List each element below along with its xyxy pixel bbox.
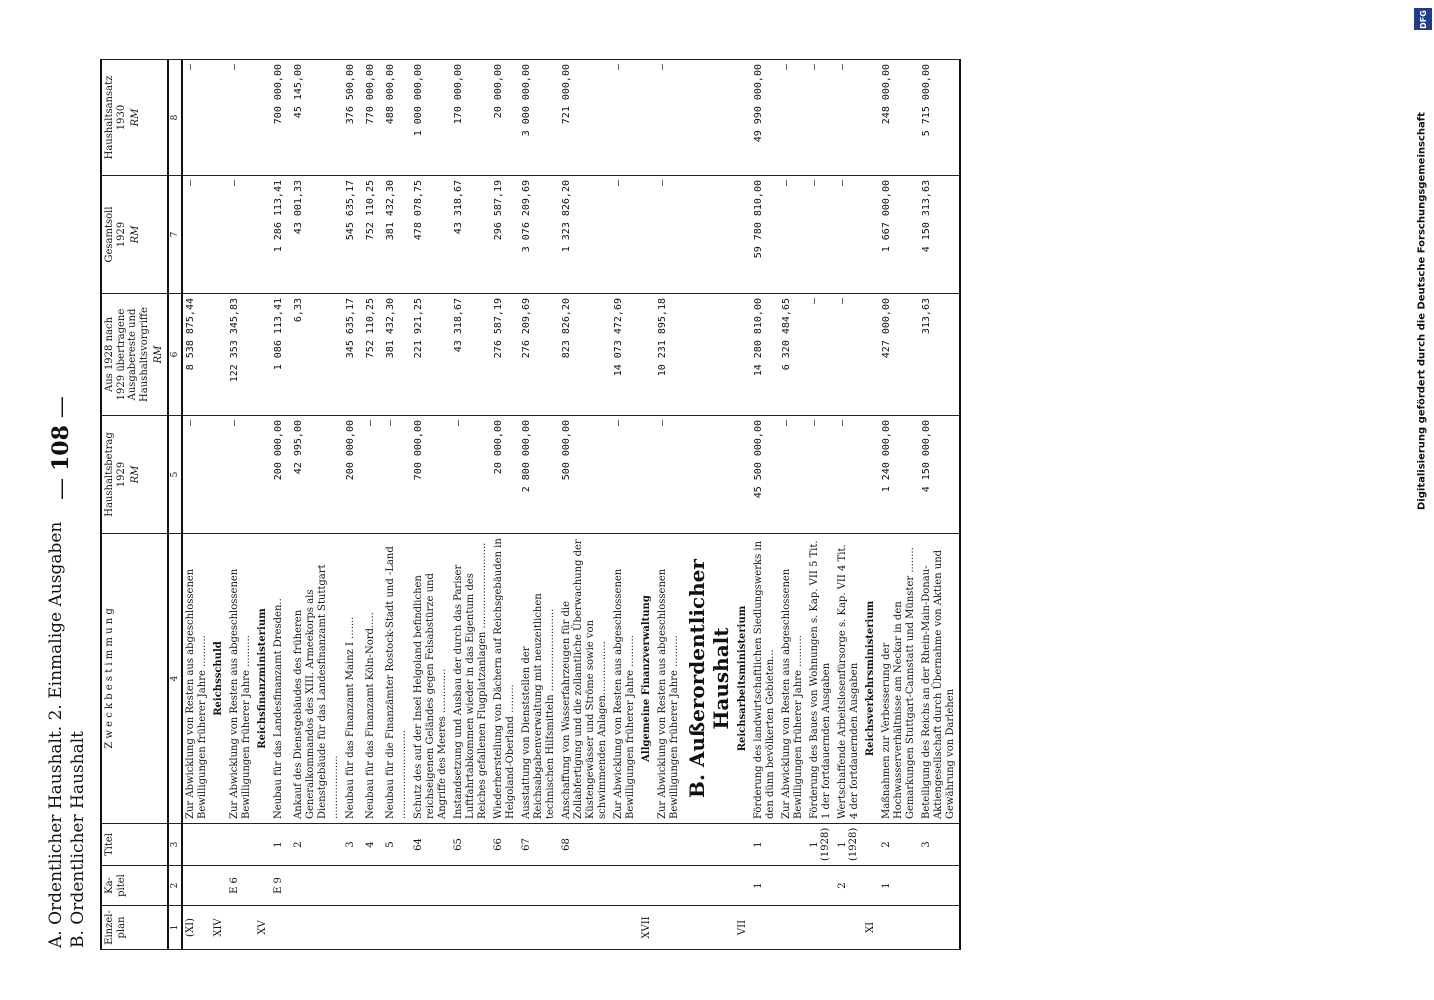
cell-ansatz-1930: — bbox=[807, 60, 835, 176]
cell-reste bbox=[683, 294, 735, 416]
cell-kapitel bbox=[519, 866, 559, 906]
cell-reste: 276 209,69 bbox=[519, 294, 559, 416]
col-header-reste-unit: RM bbox=[153, 345, 164, 364]
cell-gesamtsoll: 43 318,67 bbox=[451, 176, 491, 294]
cell-betrag-1929: — bbox=[363, 416, 383, 534]
cell-plan bbox=[519, 906, 559, 950]
table-row bbox=[451, 60, 491, 950]
cell-reste: 752 110,25 bbox=[363, 294, 383, 416]
cell-gesamtsoll: 296 587,19 bbox=[491, 176, 519, 294]
cell-betrag-1929: 700 000,00 bbox=[411, 416, 451, 534]
cell-betrag-1929: — bbox=[611, 416, 639, 534]
cell-zweck: Neubau für das Finanzamt Mainz I ....... bbox=[343, 534, 363, 824]
cell-titel: 1 (1928) bbox=[807, 824, 835, 866]
table-row bbox=[491, 60, 519, 950]
cell-reste: 221 921,25 bbox=[411, 294, 451, 416]
col-num: 5 bbox=[168, 416, 182, 534]
cell-betrag-1929: — bbox=[779, 416, 807, 534]
col-header-gesamtsoll bbox=[101, 176, 168, 294]
cell-reste: 6 320 484,65 bbox=[779, 294, 807, 416]
cell-gesamtsoll: 752 110,25 bbox=[363, 176, 383, 294]
cell-zweck: Zur Abwicklung von Resten aus abgeschlossenen Bewilligungen früherer Jahre .......... bbox=[779, 534, 807, 824]
column-number-row bbox=[168, 60, 182, 950]
cell-betrag-1929: — bbox=[227, 416, 255, 534]
cell-plan bbox=[383, 906, 411, 950]
cell-plan bbox=[291, 906, 343, 950]
cell-betrag-1929: — bbox=[383, 416, 411, 534]
cell-gesamtsoll bbox=[211, 176, 227, 294]
cell-gesamtsoll: 3 076 209,69 bbox=[519, 176, 559, 294]
cell-titel bbox=[227, 824, 255, 866]
cell-reste bbox=[735, 294, 751, 416]
cell-plan bbox=[491, 906, 519, 950]
table-row bbox=[182, 60, 211, 950]
cell-betrag-1929: — bbox=[655, 416, 683, 534]
cell-kapitel bbox=[863, 866, 879, 906]
table-row bbox=[519, 60, 559, 950]
cell-titel bbox=[611, 824, 639, 866]
cell-titel: 5 bbox=[383, 824, 411, 866]
col-header-titel bbox=[101, 824, 168, 866]
table-row bbox=[779, 60, 807, 950]
cell-reste bbox=[863, 294, 879, 416]
cell-reste bbox=[255, 294, 271, 416]
cell-kapitel bbox=[211, 866, 227, 906]
cell-titel: 4 bbox=[363, 824, 383, 866]
cell-plan: VII bbox=[735, 906, 751, 950]
col-header-titel-label: Titel bbox=[104, 833, 115, 857]
cell-kapitel: 2 bbox=[835, 866, 863, 906]
cell-ansatz-1930 bbox=[255, 60, 271, 176]
cell-plan bbox=[751, 906, 779, 950]
cell-titel: 68 bbox=[559, 824, 611, 866]
cell-ansatz-1930: — bbox=[655, 60, 683, 176]
cell-kapitel bbox=[363, 866, 383, 906]
cell-betrag-1929: — bbox=[835, 416, 863, 534]
cell-gesamtsoll: — bbox=[611, 176, 639, 294]
cell-betrag-1929: 4 150 000,00 bbox=[919, 416, 960, 534]
cell-plan bbox=[835, 906, 863, 950]
cell-betrag-1929 bbox=[211, 416, 227, 534]
cell-zweck: Reichsfinanzministerium bbox=[255, 534, 271, 824]
cell-gesamtsoll bbox=[735, 176, 751, 294]
cell-zweck: Maßnahmen zur Verbesserung der Hochwasserverhältnisse am Neckar in den Gemarkungen Stuttgart-Cannstatt und Münster ........ bbox=[879, 534, 919, 824]
table-row bbox=[383, 60, 411, 950]
cell-betrag-1929: 1 240 000,00 bbox=[879, 416, 919, 534]
col-num: 2 bbox=[168, 866, 182, 906]
cell-ansatz-1930: 170 000,00 bbox=[451, 60, 491, 176]
cell-gesamtsoll: — bbox=[835, 176, 863, 294]
cell-reste: 10 231 895,18 bbox=[655, 294, 683, 416]
cell-zweck: Zur Abwicklung von Resten aus abgeschlossenen Bewilligungen früherer Jahre .......... bbox=[182, 534, 211, 824]
col-num: 8 bbox=[168, 60, 182, 176]
cell-reste: 823 826,20 bbox=[559, 294, 611, 416]
cell-zweck: Ausstattung von Dienststellen der Reichsabgabenverwaltung mit neuzeitlichen technischen Hilfsmitteln .......................... bbox=[519, 534, 559, 824]
cell-reste: 6,33 bbox=[291, 294, 343, 416]
section-heading-row bbox=[255, 60, 271, 950]
cell-kapitel bbox=[559, 866, 611, 906]
cell-betrag-1929 bbox=[639, 416, 655, 534]
cell-titel: 2 bbox=[291, 824, 343, 866]
cell-betrag-1929: 200 000,00 bbox=[271, 416, 291, 534]
cell-titel bbox=[255, 824, 271, 866]
cell-plan bbox=[879, 906, 919, 950]
cell-betrag-1929 bbox=[735, 416, 751, 534]
table-row bbox=[271, 60, 291, 950]
cell-kapitel bbox=[919, 866, 960, 906]
col-num: 3 bbox=[168, 824, 182, 866]
cell-zweck: Zur Abwicklung von Resten aus abgeschlossenen Bewilligungen früherer Jahre .......... bbox=[655, 534, 683, 824]
col-header-ansatz-unit: RM bbox=[130, 108, 141, 127]
digitization-credit: Digitalisierung gefördert durch die Deutsche Forschungsgemeinschaft bbox=[1416, 112, 1428, 510]
cell-ansatz-1930: 20 000,00 bbox=[491, 60, 519, 176]
cell-plan bbox=[271, 906, 291, 950]
cell-ansatz-1930 bbox=[639, 60, 655, 176]
cell-gesamtsoll: 1 286 113,41 bbox=[271, 176, 291, 294]
cell-gesamtsoll: 545 635,17 bbox=[343, 176, 363, 294]
cell-gesamtsoll: 4 150 313,63 bbox=[919, 176, 960, 294]
col-header-zweck-label: Z w e c k b e s t i m m u n g bbox=[104, 608, 115, 749]
col-header-betrag-1929 bbox=[101, 416, 168, 534]
cell-ansatz-1930 bbox=[211, 60, 227, 176]
cell-betrag-1929: 45 500 000,00 bbox=[751, 416, 779, 534]
cell-plan bbox=[343, 906, 363, 950]
cell-plan bbox=[611, 906, 639, 950]
cell-zweck: Anschaffung von Wasserfahrzeugen für die Zollabfertigung und die zollamtliche Überwachung der Küstengewässer und Ströme sowie von schwimmenden Anlagen................. bbox=[559, 534, 611, 824]
cell-ansatz-1930: 700 000,00 bbox=[271, 60, 291, 176]
cell-betrag-1929: 20 000,00 bbox=[491, 416, 519, 534]
cell-ansatz-1930: 1 000 000,00 bbox=[411, 60, 451, 176]
cell-reste: 345 635,17 bbox=[343, 294, 363, 416]
table-row bbox=[919, 60, 960, 950]
cell-kapitel bbox=[291, 866, 343, 906]
cell-gesamtsoll: 43 001,33 bbox=[291, 176, 343, 294]
cell-ansatz-1930 bbox=[735, 60, 751, 176]
cell-kapitel bbox=[451, 866, 491, 906]
cell-betrag-1929: — bbox=[807, 416, 835, 534]
cell-ansatz-1930: — bbox=[182, 60, 211, 176]
cell-zweck: Förderung des landwirtschaftlichen Siedlungswerks in den dünn bevölkerten Gebieten... bbox=[751, 534, 779, 824]
cell-zweck: Förderung des Baues von Wohnungen s. Kap. VII 5 Tit. 1 der fortdauernden Ausgaben bbox=[807, 534, 835, 824]
cell-gesamtsoll bbox=[639, 176, 655, 294]
table-row bbox=[611, 60, 639, 950]
cell-kapitel bbox=[182, 866, 211, 906]
cell-titel bbox=[639, 824, 655, 866]
table-row bbox=[559, 60, 611, 950]
cell-plan bbox=[451, 906, 491, 950]
cell-ansatz-1930 bbox=[683, 60, 735, 176]
cell-titel bbox=[683, 824, 735, 866]
cell-kapitel bbox=[683, 866, 735, 906]
cell-zweck: Neubau für die Finanzämter Rostock-Stadt und -Land ............................ bbox=[383, 534, 411, 824]
cell-reste: 381 432,30 bbox=[383, 294, 411, 416]
cell-kapitel: E 9 bbox=[271, 866, 291, 906]
cell-gesamtsoll: — bbox=[655, 176, 683, 294]
cell-betrag-1929: 42 995,00 bbox=[291, 416, 343, 534]
cell-gesamtsoll: — bbox=[227, 176, 255, 294]
cell-titel: 65 bbox=[451, 824, 491, 866]
col-header-reste-label: Aus 1928 nach 1929 übertragene Ausgabereste und Haushaltsvorgriffe bbox=[104, 307, 150, 402]
budget-table-body bbox=[182, 60, 960, 950]
cell-gesamtsoll: — bbox=[779, 176, 807, 294]
cell-reste bbox=[639, 294, 655, 416]
cell-gesamtsoll: — bbox=[807, 176, 835, 294]
cell-reste: 313,63 bbox=[919, 294, 960, 416]
cell-reste bbox=[211, 294, 227, 416]
section-heading-row bbox=[211, 60, 227, 950]
col-header-gesamtsoll-label: Gesamtsoll 1929 bbox=[104, 206, 127, 263]
cell-titel: 1 bbox=[271, 824, 291, 866]
cell-titel: 3 bbox=[343, 824, 363, 866]
cell-gesamtsoll: 381 432,30 bbox=[383, 176, 411, 294]
col-header-kapitel-label: Ka- pitel bbox=[104, 874, 127, 897]
cell-ansatz-1930 bbox=[863, 60, 879, 176]
cell-titel bbox=[211, 824, 227, 866]
cell-zweck: Ankauf des Dienstgebäudes des früheren Generalkommandos des XIII. Armeekorps als Dienstgebäude für das Landesfinanzamt Stuttgart .................... bbox=[291, 534, 343, 824]
cell-reste: — bbox=[807, 294, 835, 416]
col-num: 6 bbox=[168, 294, 182, 416]
cell-titel bbox=[863, 824, 879, 866]
col-header-gesamtsoll-unit: RM bbox=[130, 225, 141, 244]
cell-plan bbox=[227, 906, 255, 950]
cell-kapitel bbox=[779, 866, 807, 906]
col-header-plan bbox=[101, 906, 168, 950]
cell-ansatz-1930: 488 000,00 bbox=[383, 60, 411, 176]
cell-titel bbox=[779, 824, 807, 866]
table-row bbox=[411, 60, 451, 950]
cell-kapitel bbox=[383, 866, 411, 906]
cell-gesamtsoll: — bbox=[182, 176, 211, 294]
cell-ansatz-1930: 3 000 000,00 bbox=[519, 60, 559, 176]
cell-titel: 2 bbox=[879, 824, 919, 866]
col-header-plan-label: Einzel- plan bbox=[104, 910, 127, 945]
cell-plan bbox=[655, 906, 683, 950]
cell-reste: 122 353 345,83 bbox=[227, 294, 255, 416]
section-caption-b: B. Ordentlicher Haushalt bbox=[68, 730, 88, 948]
cell-zweck: Reichsarbeitsministerium bbox=[735, 534, 751, 824]
cell-zweck: B. Außerordentlicher Haushalt bbox=[683, 534, 735, 824]
cell-betrag-1929: — bbox=[451, 416, 491, 534]
cell-reste: 14 073 472,69 bbox=[611, 294, 639, 416]
cell-gesamtsoll: 1 667 000,00 bbox=[879, 176, 919, 294]
cell-titel: 67 bbox=[519, 824, 559, 866]
cell-gesamtsoll bbox=[863, 176, 879, 294]
cell-zweck: Zur Abwicklung von Resten aus abgeschlossenen Bewilligungen früherer Jahre .......... bbox=[227, 534, 255, 824]
cell-plan bbox=[807, 906, 835, 950]
cell-plan: XV bbox=[255, 906, 271, 950]
cell-plan bbox=[559, 906, 611, 950]
cell-plan: XVII bbox=[639, 906, 655, 950]
cell-gesamtsoll: 478 078,75 bbox=[411, 176, 451, 294]
cell-kapitel: 1 bbox=[879, 866, 919, 906]
cell-zweck: Neubau für das Finanzamt Köln-Nord..... bbox=[363, 534, 383, 824]
cell-ansatz-1930: 721 000,00 bbox=[559, 60, 611, 176]
cell-reste: 427 000,00 bbox=[879, 294, 919, 416]
cell-plan: XIV bbox=[211, 906, 227, 950]
cell-zweck: Neubau für das Landesfinanzamt Dresden.. bbox=[271, 534, 291, 824]
cell-ansatz-1930: — bbox=[779, 60, 807, 176]
cell-zweck: Instandsetzung und Ausbau der durch das Pariser Luftfahrtabkommen wieder in das Eigentum des Reiches gefallenen Flugplatzanlagen ........................... bbox=[451, 534, 491, 824]
cell-ansatz-1930: 49 990 000,00 bbox=[751, 60, 779, 176]
table-row bbox=[879, 60, 919, 950]
cell-kapitel bbox=[491, 866, 519, 906]
cell-ansatz-1930: 376 500,00 bbox=[343, 60, 363, 176]
dfg-logo-icon bbox=[1414, 8, 1432, 30]
cell-plan bbox=[779, 906, 807, 950]
cell-betrag-1929: 2 800 000,00 bbox=[519, 416, 559, 534]
cell-gesamtsoll bbox=[255, 176, 271, 294]
cell-ansatz-1930: 45 145,00 bbox=[291, 60, 343, 176]
dfg-logo-text: DFG bbox=[1418, 9, 1428, 29]
cell-betrag-1929: 200 000,00 bbox=[343, 416, 363, 534]
cell-zweck: Reichsschuld bbox=[211, 534, 227, 824]
cell-kapitel bbox=[655, 866, 683, 906]
cell-plan bbox=[363, 906, 383, 950]
cell-gesamtsoll: 1 323 826,20 bbox=[559, 176, 611, 294]
cell-plan bbox=[411, 906, 451, 950]
cell-zweck: Wertschaffende Arbeitslosenfürsorge s. Kap. VII 4 Tit. 4 der fortdauernden Ausgaben bbox=[835, 534, 863, 824]
cell-plan bbox=[683, 906, 735, 950]
cell-plan bbox=[919, 906, 960, 950]
table-row bbox=[363, 60, 383, 950]
cell-ansatz-1930: 248 000,00 bbox=[879, 60, 919, 176]
major-section-heading bbox=[683, 60, 735, 950]
cell-betrag-1929 bbox=[863, 416, 879, 534]
cell-kapitel bbox=[807, 866, 835, 906]
cell-titel: 64 bbox=[411, 824, 451, 866]
cell-titel: 66 bbox=[491, 824, 519, 866]
cell-ansatz-1930: 770 000,00 bbox=[363, 60, 383, 176]
cell-ansatz-1930: — bbox=[835, 60, 863, 176]
col-num: 7 bbox=[168, 176, 182, 294]
cell-zweck: Allgemeine Finanzverwaltung bbox=[639, 534, 655, 824]
cell-kapitel bbox=[411, 866, 451, 906]
col-header-reste bbox=[101, 294, 168, 416]
cell-kapitel bbox=[611, 866, 639, 906]
cell-kapitel: E 6 bbox=[227, 866, 255, 906]
cell-reste: 8 538 875,44 bbox=[182, 294, 211, 416]
table-row bbox=[227, 60, 255, 950]
col-header-betrag-label: Haushaltsbetrag 1929 bbox=[104, 432, 127, 517]
col-header-ansatz-label: Haushaltsansatz 1930 bbox=[104, 75, 127, 160]
cell-reste: — bbox=[835, 294, 863, 416]
cell-kapitel bbox=[735, 866, 751, 906]
cell-zweck: Reichsverkehrsministerium bbox=[863, 534, 879, 824]
cell-gesamtsoll bbox=[683, 176, 735, 294]
col-header-zweck bbox=[101, 534, 168, 824]
table-row bbox=[807, 60, 835, 950]
cell-betrag-1929: 500 000,00 bbox=[559, 416, 611, 534]
cell-reste: 14 280 810,00 bbox=[751, 294, 779, 416]
cell-zweck: Zur Abwicklung von Resten aus abgeschlossenen Bewilligungen früherer Jahre .......... bbox=[611, 534, 639, 824]
cell-titel bbox=[735, 824, 751, 866]
cell-kapitel bbox=[255, 866, 271, 906]
cell-reste: 43 318,67 bbox=[451, 294, 491, 416]
cell-zweck: Schutz des auf der Insel Helgoland befindlichen reichseigenen Geländes gegen Felsabstürze und Angriffe des Meeres .............. bbox=[411, 534, 451, 824]
cell-gesamtsoll: 59 780 810,00 bbox=[751, 176, 779, 294]
page-number: — 108 — bbox=[48, 396, 74, 500]
table-row bbox=[343, 60, 363, 950]
cell-reste: 276 587,19 bbox=[491, 294, 519, 416]
cell-titel: 1 bbox=[751, 824, 779, 866]
cell-ansatz-1930: 5 715 000,00 bbox=[919, 60, 960, 176]
col-num: 1 bbox=[168, 906, 182, 950]
cell-betrag-1929 bbox=[683, 416, 735, 534]
table-row bbox=[835, 60, 863, 950]
cell-kapitel bbox=[343, 866, 363, 906]
cell-ansatz-1930: — bbox=[611, 60, 639, 176]
col-header-betrag-unit: RM bbox=[130, 465, 141, 484]
cell-titel: 3 bbox=[919, 824, 960, 866]
cell-kapitel: 1 bbox=[751, 866, 779, 906]
cell-zweck: Beteiligung des Reichs an der Rhein-Main-Donau-Aktiengesellschaft durch Übernahme von Aktien und Gewährung von Darlehen bbox=[919, 534, 960, 824]
cell-titel bbox=[655, 824, 683, 866]
cell-betrag-1929: — bbox=[182, 416, 211, 534]
cell-plan: (XI) bbox=[182, 906, 211, 950]
col-header-ansatz-1930 bbox=[101, 60, 168, 176]
table-row bbox=[655, 60, 683, 950]
col-header-kapitel bbox=[101, 866, 168, 906]
cell-reste: 1 086 113,41 bbox=[271, 294, 291, 416]
col-num: 4 bbox=[168, 534, 182, 824]
column-header-row bbox=[101, 60, 168, 950]
cell-ansatz-1930: — bbox=[227, 60, 255, 176]
cell-titel: 1 (1928) bbox=[835, 824, 863, 866]
section-heading-row bbox=[639, 60, 655, 950]
cell-titel bbox=[182, 824, 211, 866]
budget-table bbox=[100, 59, 961, 950]
cell-kapitel bbox=[639, 866, 655, 906]
cell-zweck: Wiederherstellung von Dächern auf Reichsgebäuden in Helgoland-Oberland ......... bbox=[491, 534, 519, 824]
table-row bbox=[291, 60, 343, 950]
table-row bbox=[751, 60, 779, 950]
section-heading-row bbox=[863, 60, 879, 950]
cell-betrag-1929 bbox=[255, 416, 271, 534]
section-caption-a: A. Ordentlicher Haushalt. 2. Einmalige Ausgaben bbox=[46, 521, 66, 948]
section-heading-row bbox=[735, 60, 751, 950]
cell-plan: XI bbox=[863, 906, 879, 950]
